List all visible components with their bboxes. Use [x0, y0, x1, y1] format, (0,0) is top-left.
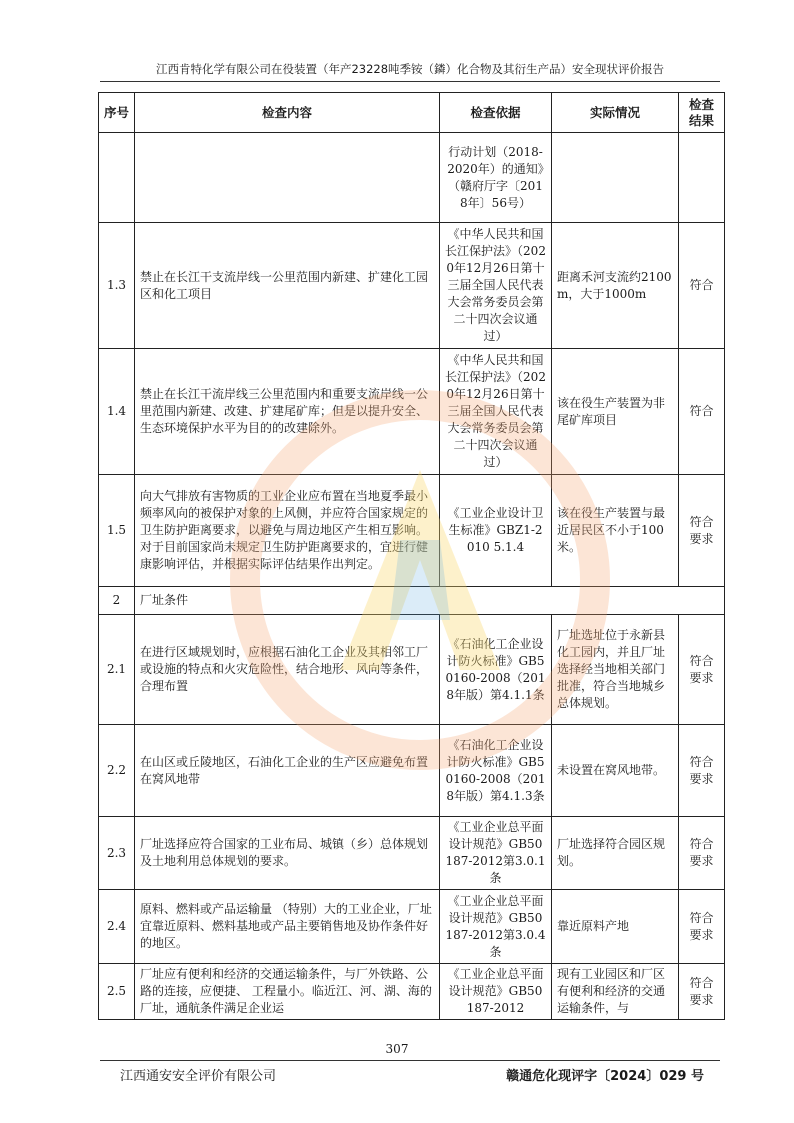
row-basis: 《工业企业总平面设计规范》GB50187-2012: [440, 964, 552, 1020]
row-result: [679, 133, 725, 223]
row-content: [135, 133, 440, 223]
row-content: 在进行区域规划时，应根据石油化工企业及其相邻工厂或设施的特点和火灾危险性，结合地形、风向等条件，合理布置: [135, 615, 440, 725]
row-basis: 行动计划（2018-2020年）的通知》（赣府厅字〔2018年〕56号）: [440, 133, 552, 223]
table-row: [99, 890, 725, 964]
table-row: [99, 725, 725, 817]
inspection-table: [98, 92, 725, 1020]
table-row: [99, 964, 725, 1020]
row-actual: 该在役生产装置为非尾矿库项目: [552, 349, 679, 475]
section-title: 厂址条件: [135, 587, 725, 615]
row-result: 符合要求: [679, 964, 725, 1020]
row-actual: 未设置在窝风地带。: [552, 725, 679, 817]
row-content: 禁止在长江干流岸线三公里范围内和重要支流岸线一公里范围内新建、改建、扩建尾矿库；但是以提升安全、生态环境保护水平为目的的改建除外。: [135, 349, 440, 475]
row-no: [99, 133, 135, 223]
row-no: 1.4: [99, 349, 135, 475]
row-result: 符合要求: [679, 817, 725, 890]
row-result: 符合: [679, 223, 725, 349]
row-no: 1.3: [99, 223, 135, 349]
table-row: [99, 133, 725, 223]
row-actual: [552, 133, 679, 223]
col-header-basis: 检查依据: [440, 93, 552, 133]
row-no: 2.2: [99, 725, 135, 817]
row-no: 2.1: [99, 615, 135, 725]
col-header-content: 检查内容: [135, 93, 440, 133]
row-content: 厂址选择应符合国家的工业布局、城镇（乡）总体规划及土地利用总体规划的要求。: [135, 817, 440, 890]
row-basis: 《中华人民共和国长江保护法》（2020年12月26日第十三届全国人民代表大会常务委员会第二十四次会议通过）: [440, 223, 552, 349]
row-actual: 靠近原料产地: [552, 890, 679, 964]
row-result: 符合要求: [679, 615, 725, 725]
row-actual: 厂址选择符合园区规划。: [552, 817, 679, 890]
row-no: 1.5: [99, 475, 135, 587]
row-content: 在山区或丘陵地区，石油化工企业的生产区应避免布置在窝风地带: [135, 725, 440, 817]
header-divider: [100, 81, 720, 82]
section-no: 2: [99, 587, 135, 615]
table-row: [99, 223, 725, 349]
row-no: 2.4: [99, 890, 135, 964]
table-row: [99, 475, 725, 587]
row-result: 符合要求: [679, 725, 725, 817]
col-header-actual: 实际情况: [552, 93, 679, 133]
page-number: 307: [385, 1042, 409, 1056]
row-basis: 《石油化工企业设计防火标准》GB50160-2008（2018年版）第4.1.1条: [440, 615, 552, 725]
report-header-title: 江西肯特化学有限公司在役装置（年产23228吨季铵（鏻）化合物及其衍生产品）安全现状评价报告: [155, 62, 665, 76]
row-content: 禁止在长江干支流岸线一公里范围内新建、扩建化工园区和化工项目: [135, 223, 440, 349]
row-actual: 现有工业园区和厂区有便利和经济的交通运输条件，与: [552, 964, 679, 1020]
row-basis: 《工业企业总平面设计规范》GB50187-2012第3.0.1条: [440, 817, 552, 890]
row-result: 符合要求: [679, 890, 725, 964]
row-content: 向大气排放有害物质的工业企业应布置在当地夏季最小频率风向的被保护对象的上风侧，并应符合国家规定的卫生防护距离要求，以避免与周边地区产生相互影响。对于目前国家尚未规定卫生防护距离要求的，宜进行健康影响评估，并根据实际评估结果作出判定。: [135, 475, 440, 587]
row-actual: 距离禾河支流约2100m，大于1000m: [552, 223, 679, 349]
footer-company: 江西通安安全评价有限公司: [120, 1069, 277, 1084]
row-no: 2.5: [99, 964, 135, 1020]
row-content: 厂址应有便利和经济的交通运输条件，与厂外铁路、公路的连接，应便捷、 工程量小。临近江、河、湖、海的厂址，通航条件满足企业运: [135, 964, 440, 1020]
col-header-no: 序号: [99, 93, 135, 133]
footer-report-number: 赣通危化现评字〔2024〕029 号: [506, 1069, 704, 1084]
footer-divider: [100, 1060, 720, 1061]
row-actual: 该在役生产装置与最近居民区不小于100米。: [552, 475, 679, 587]
table-row: [99, 817, 725, 890]
table-row: [99, 615, 725, 725]
row-basis: 《工业企业总平面设计规范》GB50187-2012第3.0.4条: [440, 890, 552, 964]
row-actual: 厂址选址位于永新县化工园内，并且厂址选择经当地相关部门批准，符合当地城乡总体规划。: [552, 615, 679, 725]
row-content: 原料、燃料或产品运输量 （特别）大的工业企业，厂址宜靠近原料、燃料基地或产品主要销售地及协作条件好的地区。: [135, 890, 440, 964]
table-row: [99, 349, 725, 475]
col-header-result: 检查结果: [679, 93, 725, 133]
row-basis: 《石油化工企业设计防火标准》GB50160-2008（2018年版）第4.1.3条: [440, 725, 552, 817]
row-basis: 《工业企业设计卫生标准》GBZ1-2010 5.1.4: [440, 475, 552, 587]
row-result: 符合要求: [679, 475, 725, 587]
table-header-row: [99, 93, 725, 133]
row-basis: 《中华人民共和国长江保护法》（2020年12月26日第十三届全国人民代表大会常务委员会第二十四次会议通过）: [440, 349, 552, 475]
row-no: 2.3: [99, 817, 135, 890]
table-section-row: [99, 587, 725, 615]
row-result: 符合: [679, 349, 725, 475]
